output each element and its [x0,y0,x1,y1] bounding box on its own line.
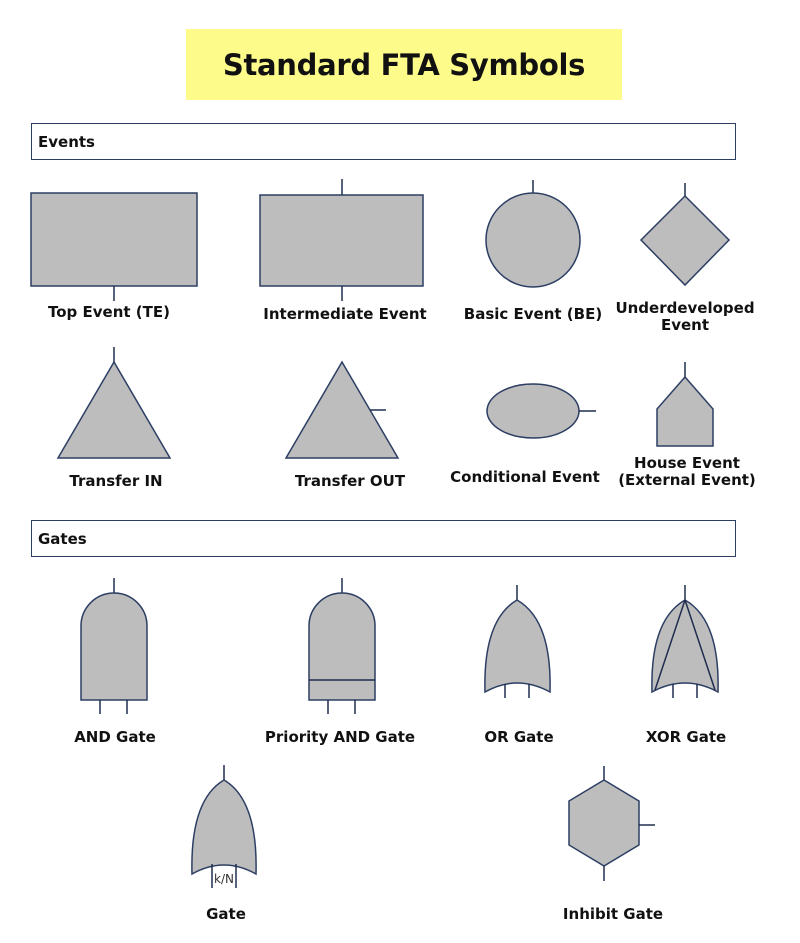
conditional-event-symbol [487,384,596,438]
or-gate-symbol [485,585,550,698]
intermediate-event-symbol [260,179,423,301]
transfer-in-label: Transfer IN [69,472,163,490]
page-title: Standard FTA Symbols [222,47,586,82]
underdeveloped-event-label-line1: Underdeveloped [615,299,755,317]
house-event-label-line2: (External Event) [618,471,756,489]
basic-event-symbol [486,180,580,287]
underdeveloped-event-symbol [641,183,729,285]
transfer-in-symbol [58,347,170,458]
transfer-out-symbol [286,362,398,458]
or-gate-label: OR Gate [484,728,554,746]
intermediate-event-label: Intermediate Event [263,305,427,323]
conditional-event-label: Conditional Event [450,468,600,486]
events-section-label: Events [38,132,95,151]
voting-gate-symbol [192,765,256,888]
inhibit-gate-symbol [569,766,655,881]
voting-gate-kn-text: k/N [214,872,234,886]
top-event-label: Top Event (TE) [48,303,170,321]
xor-gate-label: XOR Gate [645,728,727,746]
transfer-out-label: Transfer OUT [294,472,406,490]
priority-and-gate-symbol [309,578,375,714]
xor-gate-symbol [652,585,718,698]
and-gate-symbol [81,578,147,714]
house-event-label [618,455,756,489]
gates-section-label: Gates [38,529,87,548]
underdeveloped-event-label [615,300,754,334]
house-event-label-line1: House Event [634,454,740,472]
house-event-symbol [657,362,713,446]
priority-and-gate-label: Priority AND Gate [264,728,416,746]
and-gate-label: AND Gate [74,728,156,746]
underdeveloped-event-label-line2: Event [660,316,710,334]
voting-gate-label: Gate [206,905,246,923]
inhibit-gate-label: Inhibit Gate [562,905,664,923]
top-event-symbol [31,193,197,301]
basic-event-label: Basic Event (BE) [463,305,603,323]
